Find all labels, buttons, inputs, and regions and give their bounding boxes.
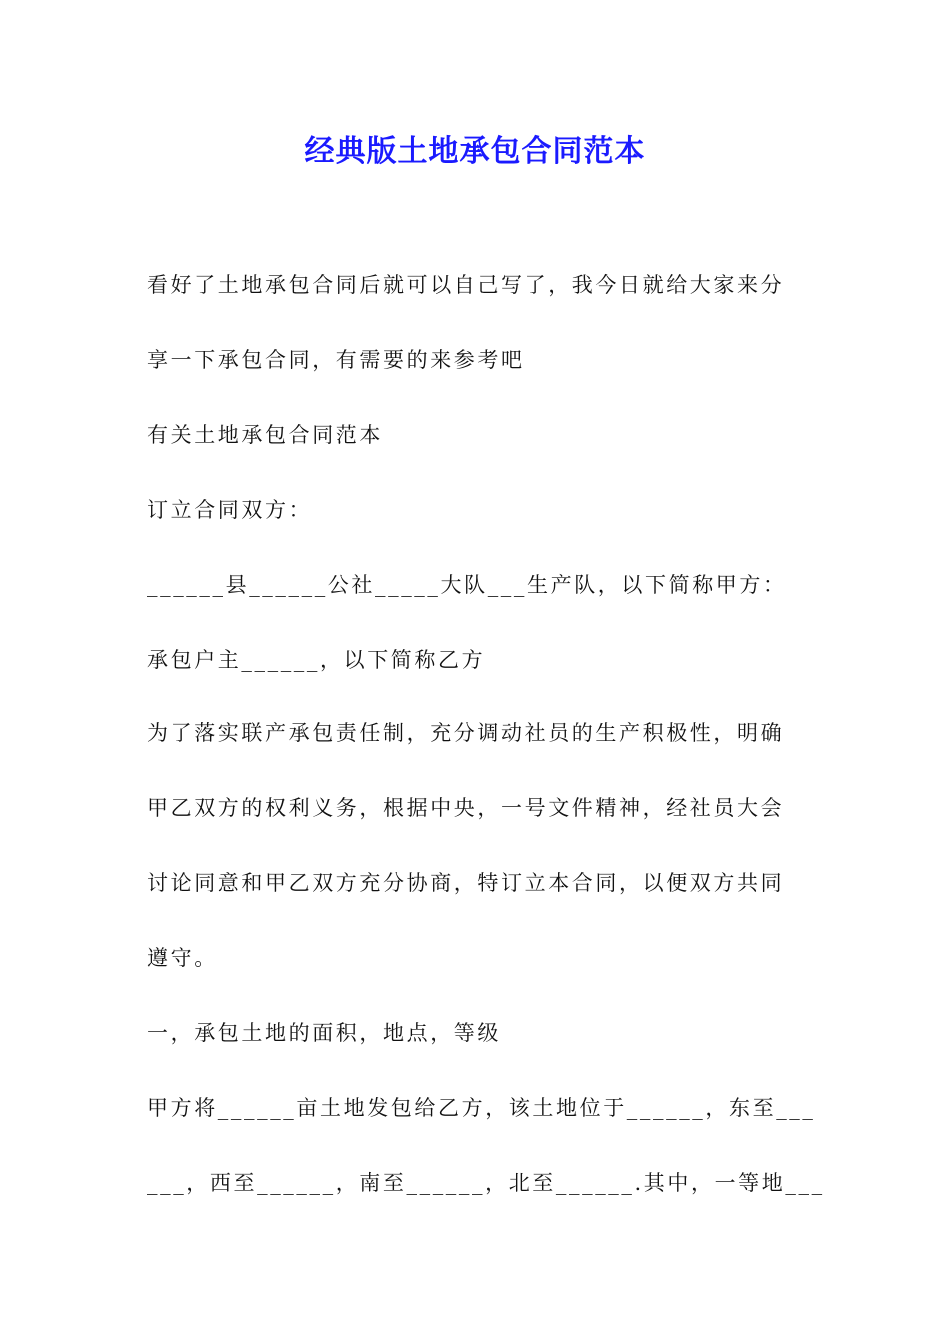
paragraph-line: 讨论同意和甲乙双方充分协商，特订立本合同，以便双方共同 [147, 871, 785, 895]
paragraph-line: 甲乙双方的权利义务，根据中央，一号文件精神，经社员大会 [147, 796, 785, 820]
document-title: 经典版土地承包合同范本 [304, 134, 646, 169]
paragraph-line: 订立合同双方： [147, 498, 313, 522]
paragraph-line: 有关土地承包合同范本 [147, 423, 383, 447]
paragraph-line: 享一下承包合同，有需要的来参考吧 [147, 348, 525, 372]
paragraph-line: ______县______公社_____大队___生产队，以下简称甲方： [147, 573, 787, 597]
paragraph-line: 遵守。 [147, 946, 218, 970]
paragraph-line: ___，西至______，南至______，北至______.其中，一等地___ [147, 1171, 825, 1195]
paragraph-line: 承包户主______，以下简称乙方 [147, 648, 486, 672]
paragraph-line: 甲方将______亩土地发包给乙方，该土地位于______，东至___ [147, 1096, 816, 1120]
paragraph-line: 为了落实联产承包责任制，充分调动社员的生产积极性，明确 [147, 721, 785, 745]
section-heading: 一，承包土地的面积，地点，等级 [147, 1021, 501, 1045]
paragraph-line: 看好了土地承包合同后就可以自己写了，我今日就给大家来分 [147, 273, 785, 297]
